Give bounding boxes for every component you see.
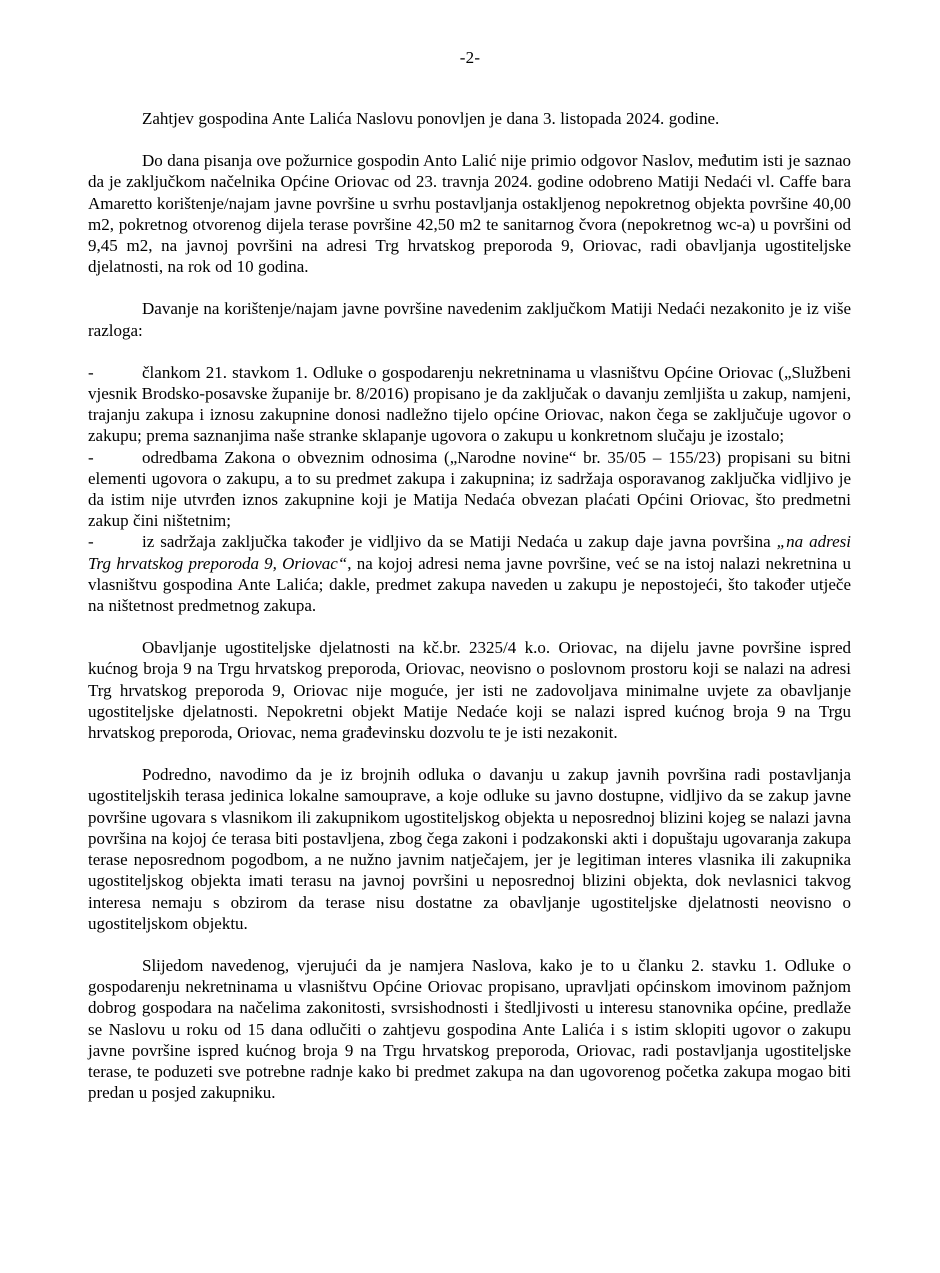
- dash-marker-icon: -: [88, 532, 94, 552]
- list-item-text: člankom 21. stavkom 1. Odluke o gospodarenju nekretninama u vlasništvu Općine Oriovac („Službeni vjesnik Brodsko-posavske županije br. 8/2016) propisano je da zaključak o davanju zemljišta u zakup, namjeni, trajanju zakupa i iznosu zakupnine donosi nadležno tijelo općine Oriovac, nakon čega se zaključuje ugovor o zakupu; prema saznanjima naše stranke sklapanje ugovora o zakupu u konkretnom slučaju je izostalo;: [88, 362, 851, 446]
- reasons-list: [88, 362, 851, 616]
- list-item: [88, 447, 851, 532]
- dash-marker-icon: -: [88, 362, 94, 382]
- paragraph-illegality-intro: Davanje na korištenje/najam javne površine navedenim zaključkom Matiji Nedaći nezakonito je iz više razloga:: [88, 299, 851, 340]
- page-number: -2-: [459, 48, 481, 67]
- dash-marker-icon: -: [88, 447, 94, 467]
- paragraph-subsidiary-argument: Podredno, navodimo da je iz brojnih odluka o davanju u zakup javnih površina radi postavljanja ugostiteljskih terasa jedinica lokalne samouprave, a koje odluke su javno dostupne, vidljivo da se zakup javne površine ugovara s vlasnikom ili zakupnikom ugostiteljskog objekta u neposrednoj blizini kojeg se nalazi javna površina na kojoj će terasa biti postavljena, zbog čega zakoni i podzakonski akti i dopuštaju ugovaranja zakupa terase neposrednom pogodbom, a ne nužno javnim natječajem, jer je legitiman interes vlasnika ili zakupnika ugostiteljskog objekta imati terasu na javnoj površini u neposrednoj blizini objekta, dok nevlasnici takvog interesa nemaju s obzirom da terase nisu dostatne za obavljanje ugostiteljske djelatnosti neovisno o ugostiteljskom objektu.: [88, 765, 851, 933]
- list-item-text-before-italic: iz sadržaja zaključka također je vidljivo da se Matiji Nedaća u zakup daje javna površina: [142, 532, 777, 552]
- list-item-text: odredbama Zakona o obveznim odnosima („Narodne novine“ br. 35/05 – 155/23) propisani su bitni elementi ugovora o zakupu, a to su predmet zakupa i zakupnina; iz sadržaja osporavanog zaključka vidljivo je da istim nije utvrđen iznos zakupnine koji je Matija Nedaća obvezan plaćati Općini Oriovac, što predmetni zakup čini ništetnim;: [88, 447, 851, 531]
- document-body: [88, 108, 851, 1103]
- list-item-italic-address: „na adresi Trg hrvatskog preporoda 9, Oriovac“: [88, 532, 851, 573]
- list-item: [88, 362, 851, 447]
- paragraph-reminder-background: Do dana pisanja ove požurnice gospodin Anto Lalić nije primio odgovor Naslov, međutim isti je saznao da je zaključkom načelnika Općine Oriovac od 23. travnja 2024. godine odobreno Matiji Nedaći vl. Caffe bara Amaretto korištenje/najam javne površine u svrhu postavljanja ostakljenog nepokretnog objekta površine 40,00 m2, pokretnog otvorenog dijela terase površine 42,50 m2 te sanitarnog čvora (nepokretnog wc-a) u površini od 9,45 m2, na javnoj površini na adresi Trg hrvatskog preporoda 9, Oriovac, radi obavljanja ugostiteljske djelatnosti, na rok od 10 godina.: [88, 151, 851, 277]
- paragraph-hospitality-activity: Obavljanje ugostiteljske djelatnosti na kč.br. 2325/4 k.o. Oriovac, na dijelu javne površine ispred kućnog broja 9 na Trgu hrvatskog preporoda, Oriovac, neovisno o poslovnom prostoru koji se nalazi na adresi Trg hrvatskog preporoda 9, Oriovac nije moguće, jer isti ne zadovoljava minimalne uvjete za obavljanje ugostiteljske djelatnosti. Nepokretni objekt Matije Nedaće koji se nalazi ispred kućnog broja 9 na Trgu hrvatskog preporoda, Oriovac, nema građevinsku dozvolu te je isti nezakonit.: [88, 638, 851, 743]
- paragraph-conclusion-proposal: Slijedom navedenog, vjerujući da je namjera Naslova, kako je to u članku 2. stavku 1. Odluke o gospodarenju nekretninama u vlasništvu Općine Oriovac propisano, upravljati općinskom imovinom pažnjom dobrog gospodara na načelima zakonitosti, svrsishodnosti i štedljivosti u interesu stanovnika općine, predlaže se Naslovu u roku od 15 dana odlučiti o zahtjevu gospodina Ante Lalića i s istim sklopiti ugovor o zakupu javne površine ispred kućnog broja 9 na Trgu hrvatskog preporoda, Oriovac, radi postavljanja ugostiteljske terase, te poduzeti sve potrebne radnje kako bi predmet zakupa na dan ugovorenog početka zakupa mogao biti predan u posjed zakupniku.: [88, 955, 851, 1103]
- list-item: [88, 531, 851, 616]
- paragraph-request-repeated: Zahtjev gospodina Ante Lalića Naslovu ponovljen je dana 3. listopada 2024. godine.: [142, 109, 720, 128]
- list-item-text-after-italic: , na kojoj adresi nema javne površine, već se na istoj nalazi nekretnina u vlasništvu gospodina Ante Lalića; dakle, predmet zakupa naveden u zakupu je nepostojeći, što također utječe na ništetnost predmetnog zakupa.: [88, 553, 851, 616]
